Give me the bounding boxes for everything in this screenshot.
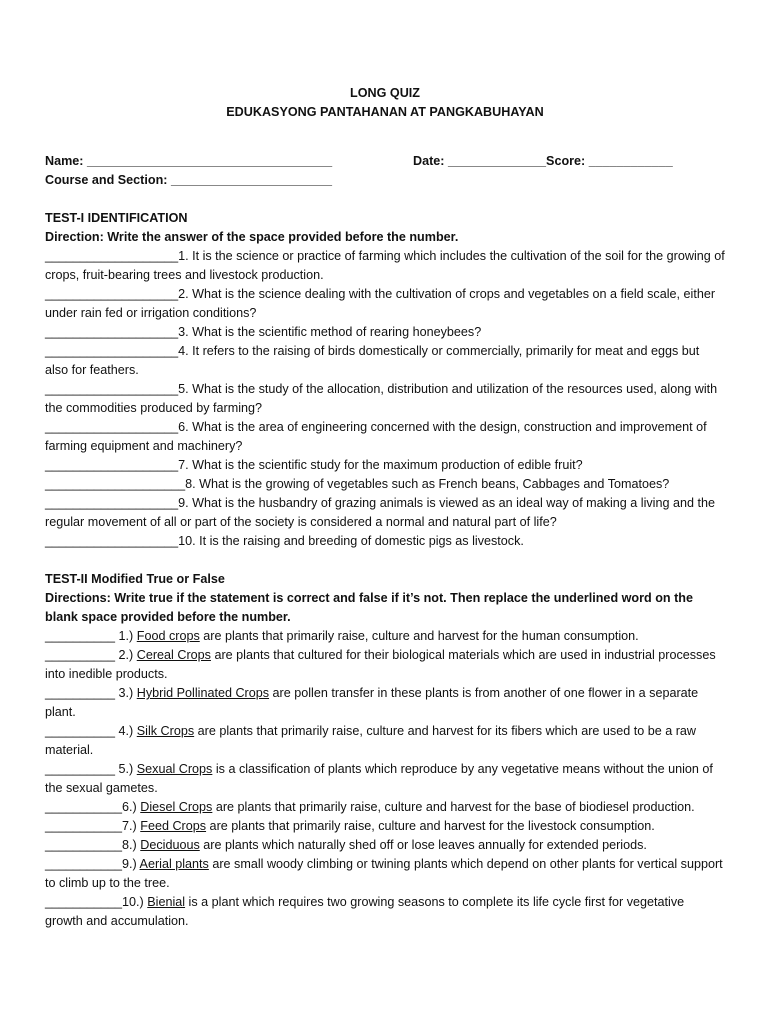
test1-items: [45, 247, 725, 551]
test1-item-9: ___________________9. What is the husbandry of grazing animals is viewed as an ideal way of making a living and the regular movement of all or part of the society is considered a normal and natural part of life?: [45, 496, 716, 529]
test2-item-7: ___________7.) Feed Crops are plants that primarily raise, culture and harvest for the livestock consumption.: [45, 819, 655, 833]
test2-item-4: __________ 4.) Silk Crops are plants that primarily raise, culture and harvest for its fibers which are used to be a raw material.: [45, 724, 697, 757]
test1-item-3: ___________________3. What is the scientific method of rearing honeybees?: [45, 325, 482, 339]
underlined-term: Food crops: [136, 629, 200, 643]
underlined-term: Deciduous: [140, 838, 200, 852]
test1-direction: Direction: Write the answer of the space provided before the number.: [45, 230, 459, 244]
test2-item-1: __________ 1.) Food crops are plants that primarily raise, culture and harvest for the human consumption.: [45, 629, 639, 643]
test2-item-2: __________ 2.) Cereal Crops are plants that cultured for their biological materials which are used in industrial processes into inedible products.: [45, 648, 716, 681]
underlined-term: Aerial plants: [139, 857, 209, 871]
test1-item-8: ____________________8. What is the growing of vegetables such as French beans, Cabbages and Tomatoes?: [45, 477, 670, 491]
test1-title: TEST-I IDENTIFICATION: [45, 211, 188, 225]
test1-item-6: ___________________6. What is the area of engineering concerned with the design, construction and improvement of farming equipment and machinery?: [45, 420, 707, 453]
date-score-field: Date: ______________Score: ____________: [413, 154, 673, 168]
underlined-term: Cereal Crops: [136, 648, 211, 662]
test2-item-8: ___________8.) Deciduous are plants which naturally shed off or lose leaves annually for extended periods.: [45, 838, 647, 852]
name-date-row: [45, 152, 725, 171]
underlined-term: Bienial: [147, 895, 186, 909]
test1-item-5: ___________________5. What is the study of the allocation, distribution and utilization of the resources used, along with the commodities produced by farming?: [45, 382, 718, 415]
name-field: Name: ___________________________________: [45, 154, 333, 168]
test1-item-4: ___________________4. It refers to the raising of birds domestically or commercially, primarily for meat and eggs but also for feathers.: [45, 344, 700, 377]
test2-item-9: ___________9.) Aerial plants are small woody climbing or twining plants which depend on other plants for vertical support to climb up to the tree.: [45, 857, 723, 890]
test2-direction: Directions: Write true if the statement is correct and false if it’s not. Then replace the underlined word on the blank space provided before the number.: [45, 591, 693, 624]
test2-title: TEST-II Modified True or False: [45, 572, 225, 586]
quiz-title: LONG QUIZ: [350, 86, 420, 100]
quiz-page: [45, 84, 725, 931]
test1-item-1: ___________________1. It is the science or practice of farming which includes the cultivation of the soil for the growing of crops, fruit-bearing trees and livestock production.: [45, 249, 725, 282]
course-row: [45, 171, 725, 190]
test2-items: [45, 627, 725, 931]
underlined-term: Feed Crops: [140, 819, 207, 833]
test2-item-6: ___________6.) Diesel Crops are plants that primarily raise, culture and harvest for the base of biodiesel production.: [45, 800, 695, 814]
test2-item-5: __________ 5.) Sexual Crops is a classification of plants which reproduce by any vegetative means without the union of the sexual gametes.: [45, 762, 713, 795]
test2-item-10: ___________10.) Bienial is a plant which requires two growing seasons to complete its life cycle first for vegetative growth and accumulation.: [45, 895, 685, 928]
test1-item-2: ___________________2. What is the science dealing with the cultivation of crops and vegetables on a field scale, either under rain fed or irrigation conditions?: [45, 287, 716, 320]
underlined-term: Silk Crops: [136, 724, 195, 738]
test1-item-10: ___________________10. It is the raising and breeding of domestic pigs as livestock.: [45, 534, 524, 548]
underlined-term: Diesel Crops: [140, 800, 213, 814]
underlined-term: Sexual Crops: [136, 762, 213, 776]
underlined-term: Hybrid Pollinated Crops: [136, 686, 270, 700]
course-section-field: Course and Section: _______________________: [45, 173, 333, 187]
quiz-subtitle: EDUKASYONG PANTAHANAN AT PANGKABUHAYAN: [226, 105, 544, 119]
test2-item-3: __________ 3.) Hybrid Pollinated Crops are pollen transfer in these plants is from another of one flower in a separate plant.: [45, 686, 699, 719]
test1-item-7: ___________________7. What is the scientific study for the maximum production of edible fruit?: [45, 458, 583, 472]
